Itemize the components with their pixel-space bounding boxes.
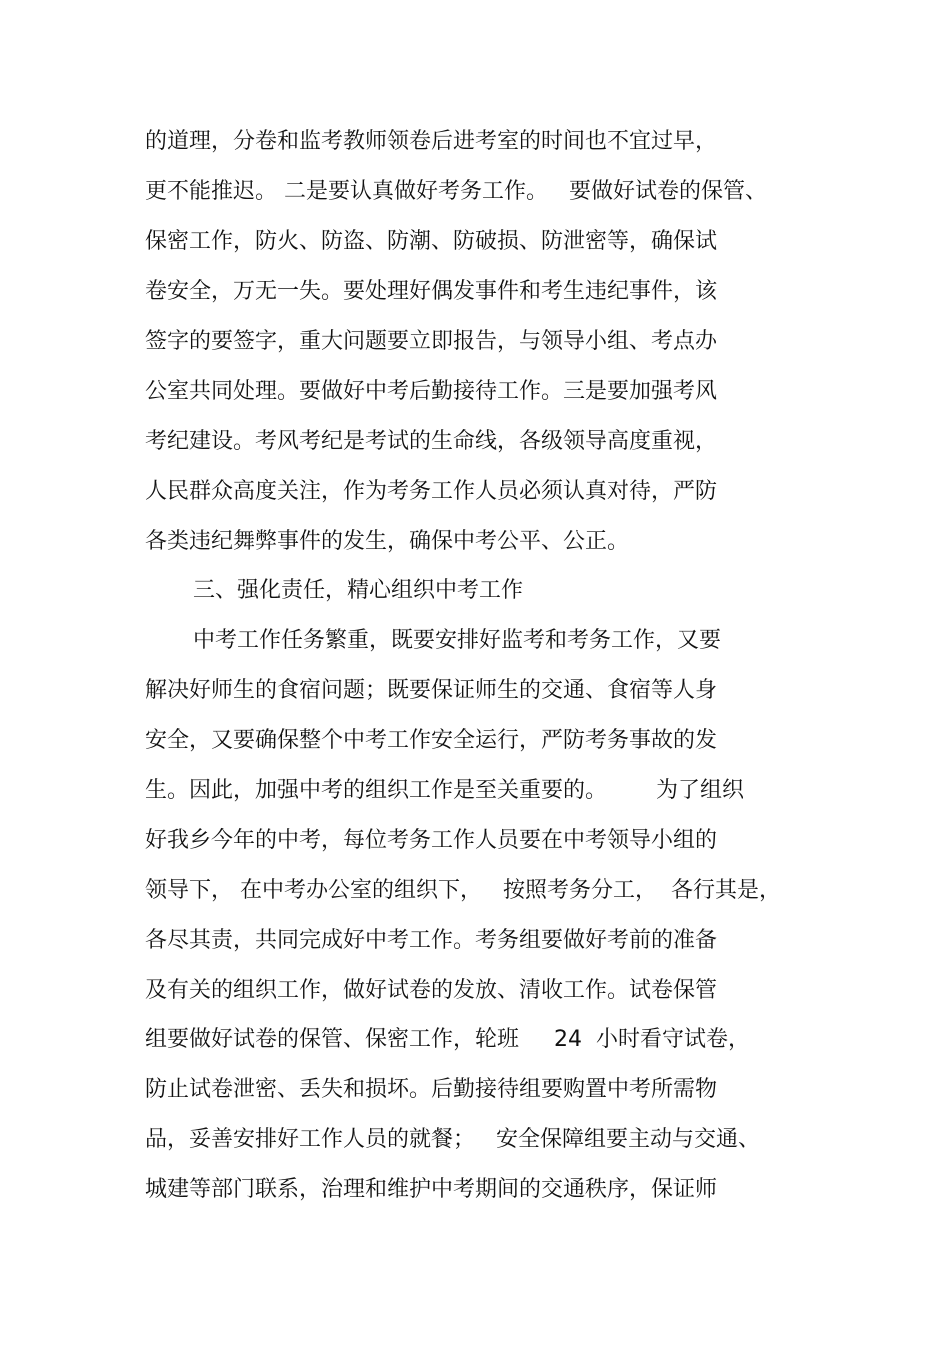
text-line: 好我乡今年的中考，每位考务工作人员要在中考领导小组的 [145, 828, 718, 853]
text-line: 领导下， 在中考办公室的组织下， 按照考务分工， 各行其是， [145, 878, 781, 903]
text-line: 品，妥善安排好工作人员的就餐； 安全保障组要主动与交通、 [145, 1127, 760, 1152]
text-line: 各尽其责，共同完成好中考工作。考务组要做好考前的准备 [145, 928, 718, 953]
text-line: 各类违纪舞弊事件的发生，确保中考公平、公正。 [145, 529, 630, 554]
text-line: 解决好师生的食宿问题；既要保证师生的交通、食宿等人身 [145, 678, 718, 703]
text-line: 安全，又要确保整个中考工作安全运行，严防考务事故的发 [145, 728, 718, 753]
text-line: 防止试卷泄密、丢失和损坏。后勤接待组要购置中考所需物 [145, 1077, 718, 1102]
text-line: 公室共同处理。要做好中考后勤接待工作。三是要加强考风 [145, 379, 718, 404]
paragraph-first-line: 中考工作任务繁重，既要安排好监考和考务工作，又要 [193, 628, 722, 653]
text-line: 人民群众高度关注，作为考务工作人员必须认真对待，严防 [145, 479, 718, 504]
section-heading: 三、强化责任，精心组织中考工作 [193, 578, 524, 603]
text-line: 考纪建设。考风考纪是考试的生命线，各级领导高度重视， [145, 429, 718, 454]
text-line: 及有关的组织工作，做好试卷的发放、清收工作。试卷保管 [145, 978, 718, 1003]
text-line: 保密工作，防火、防盗、防潮、防破损、防泄密等，确保试 [145, 229, 718, 254]
text-line: 的道理，分卷和监考教师领卷后进考室的时间也不宜过早， [145, 129, 718, 154]
text-line: 城建等部门联系，治理和维护中考期间的交通秩序，保证师 [145, 1177, 718, 1202]
text-line: 组要做好试卷的保管、保密工作，轮班 24 小时看守试卷， [145, 1027, 750, 1052]
text-line: 卷安全，万无一失。要处理好偶发事件和考生违纪事件，该 [145, 279, 718, 304]
text-line: 签字的要签字，重大问题要立即报告，与领导小组、考点办 [145, 329, 718, 354]
text-line: 更不能推迟。 二是要认真做好考务工作。 要做好试卷的保管、 [145, 179, 767, 204]
text-line: 生。因此，加强中考的组织工作是至关重要的。 为了组织 [145, 778, 744, 803]
